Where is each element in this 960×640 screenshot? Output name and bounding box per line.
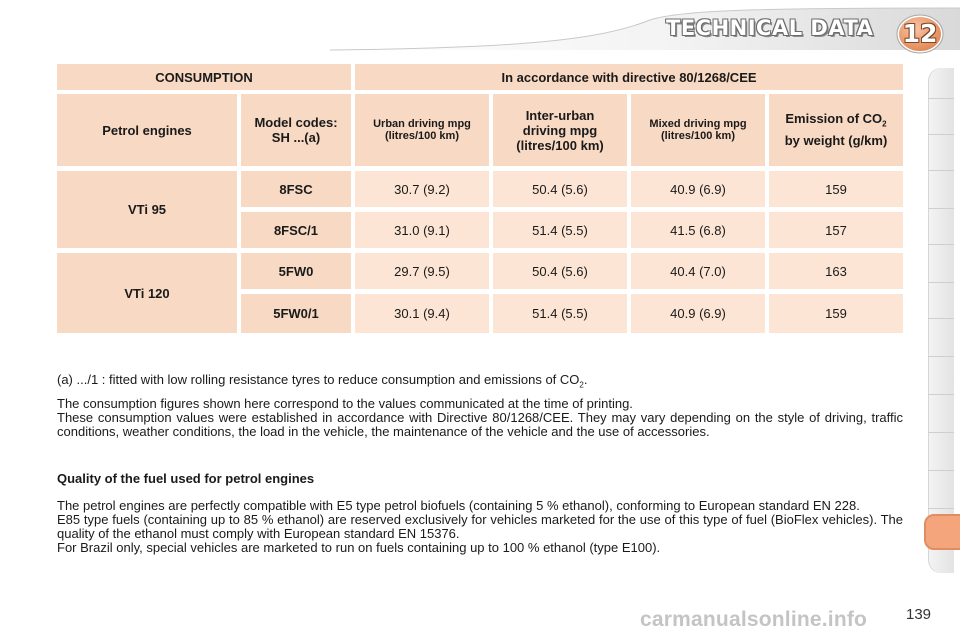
watermark: carmanualsonline.info <box>640 608 868 631</box>
urban-value: 31.0 (9.1) <box>355 212 489 248</box>
chapter-tabs <box>928 68 954 573</box>
col-header-emission-line2: by weight (g/km) <box>784 132 888 148</box>
table-header-consumption: CONSUMPTION <box>57 64 351 90</box>
col-header-emission-text: Emission of CO <box>785 111 883 127</box>
paragraph-line: For Brazil only, special vehicles are marketed to run on fuels containing up to 100 % ethanol (type E100). <box>57 540 661 555</box>
model-code: 8FSC <box>241 171 351 207</box>
mixed-value: 40.9 (6.9) <box>631 294 765 333</box>
footnote <box>57 373 903 393</box>
urban-value: 30.1 (9.4) <box>355 294 489 333</box>
col-header-mixed <box>631 94 765 166</box>
col-header-mixed-line1: Mixed driving mpg <box>649 118 747 130</box>
col-header-extra-line3: (litres/100 km) <box>516 137 604 153</box>
col-header-extra-line2: driving mpg <box>522 122 598 138</box>
footnote-text: (a) .../1 : fitted with low rolling resistance tyres to reduce consumption and emissions of CO <box>57 372 580 387</box>
col-header-extra-urban <box>493 94 627 166</box>
co2-value: 157 <box>769 212 903 248</box>
col-header-model-codes <box>241 94 351 166</box>
paragraph-line: E85 type fuels (containing up to 85 % ethanol) are reserved exclusively for vehicles marketed for the use of this type of fuel (BioFlex vehicles). The quality of the ethanol must comply with European standard EN 15376. <box>57 512 903 541</box>
co2-subscript: 2 <box>579 380 584 390</box>
table-header-directive: In accordance with directive 80/1268/CEE <box>355 64 903 90</box>
model-code: 8FSC/1 <box>241 212 351 248</box>
col-header-urban-line1: Urban driving mpg <box>373 118 471 130</box>
urban-value: 30.7 (9.2) <box>355 171 489 207</box>
mixed-value: 40.4 (7.0) <box>631 253 765 289</box>
col-header-extra-line1: Inter-urban <box>525 107 595 123</box>
fuel-paragraph <box>57 499 903 555</box>
chapter-number: 12 <box>902 19 938 48</box>
model-code: 5FW0/1 <box>241 294 351 333</box>
col-header-petrol-engines: Petrol engines <box>57 94 237 166</box>
paragraph-line: These consumption values were established in accordance with Directive 80/1268/CEE. They may vary depending on the style of driving, traffic conditions, weather conditions, the load in the vehicle, the maintenance of the vehicle and the use of accessories. <box>57 410 903 439</box>
engine-name: VTi 95 <box>57 171 237 248</box>
engine-name: VTi 120 <box>57 253 237 333</box>
col-header-model-codes-line1: Model codes: <box>254 115 338 130</box>
page-title: TECHNICAL DATA <box>666 16 874 40</box>
extra-urban-value: 51.4 (5.5) <box>493 294 627 333</box>
extra-urban-value: 50.4 (5.6) <box>493 253 627 289</box>
section-heading: Quality of the fuel used for petrol engines <box>57 471 315 486</box>
co2-subscript: 2 <box>882 119 887 129</box>
col-header-urban-line2: (litres/100 km) <box>385 130 459 142</box>
urban-value: 29.7 (9.5) <box>355 253 489 289</box>
col-header-emission-line1 <box>785 111 886 133</box>
col-header-mixed-line2: (litres/100 km) <box>661 130 735 142</box>
co2-value: 159 <box>769 294 903 333</box>
col-header-model-codes-line2: SH ...(a) <box>271 130 321 145</box>
footnote-end: . <box>583 372 588 387</box>
tab-chapter-12[interactable] <box>924 514 960 550</box>
paragraph-line: The petrol engines are perfectly compatible with E5 type petrol biofuels (containing 5 % ethanol), conforming to European standard EN 228. <box>57 498 860 513</box>
page-number: 139 <box>906 606 932 623</box>
consumption-paragraph <box>57 397 903 439</box>
co2-value: 163 <box>769 253 903 289</box>
col-header-urban <box>355 94 489 166</box>
mixed-value: 40.9 (6.9) <box>631 171 765 207</box>
extra-urban-value: 51.4 (5.5) <box>493 212 627 248</box>
mixed-value: 41.5 (6.8) <box>631 212 765 248</box>
col-header-emission <box>769 94 903 166</box>
model-code: 5FW0 <box>241 253 351 289</box>
co2-value: 159 <box>769 171 903 207</box>
paragraph-line: The consumption figures shown here correspond to the values communicated at the time of printing. <box>57 396 633 411</box>
extra-urban-value: 50.4 (5.6) <box>493 171 627 207</box>
